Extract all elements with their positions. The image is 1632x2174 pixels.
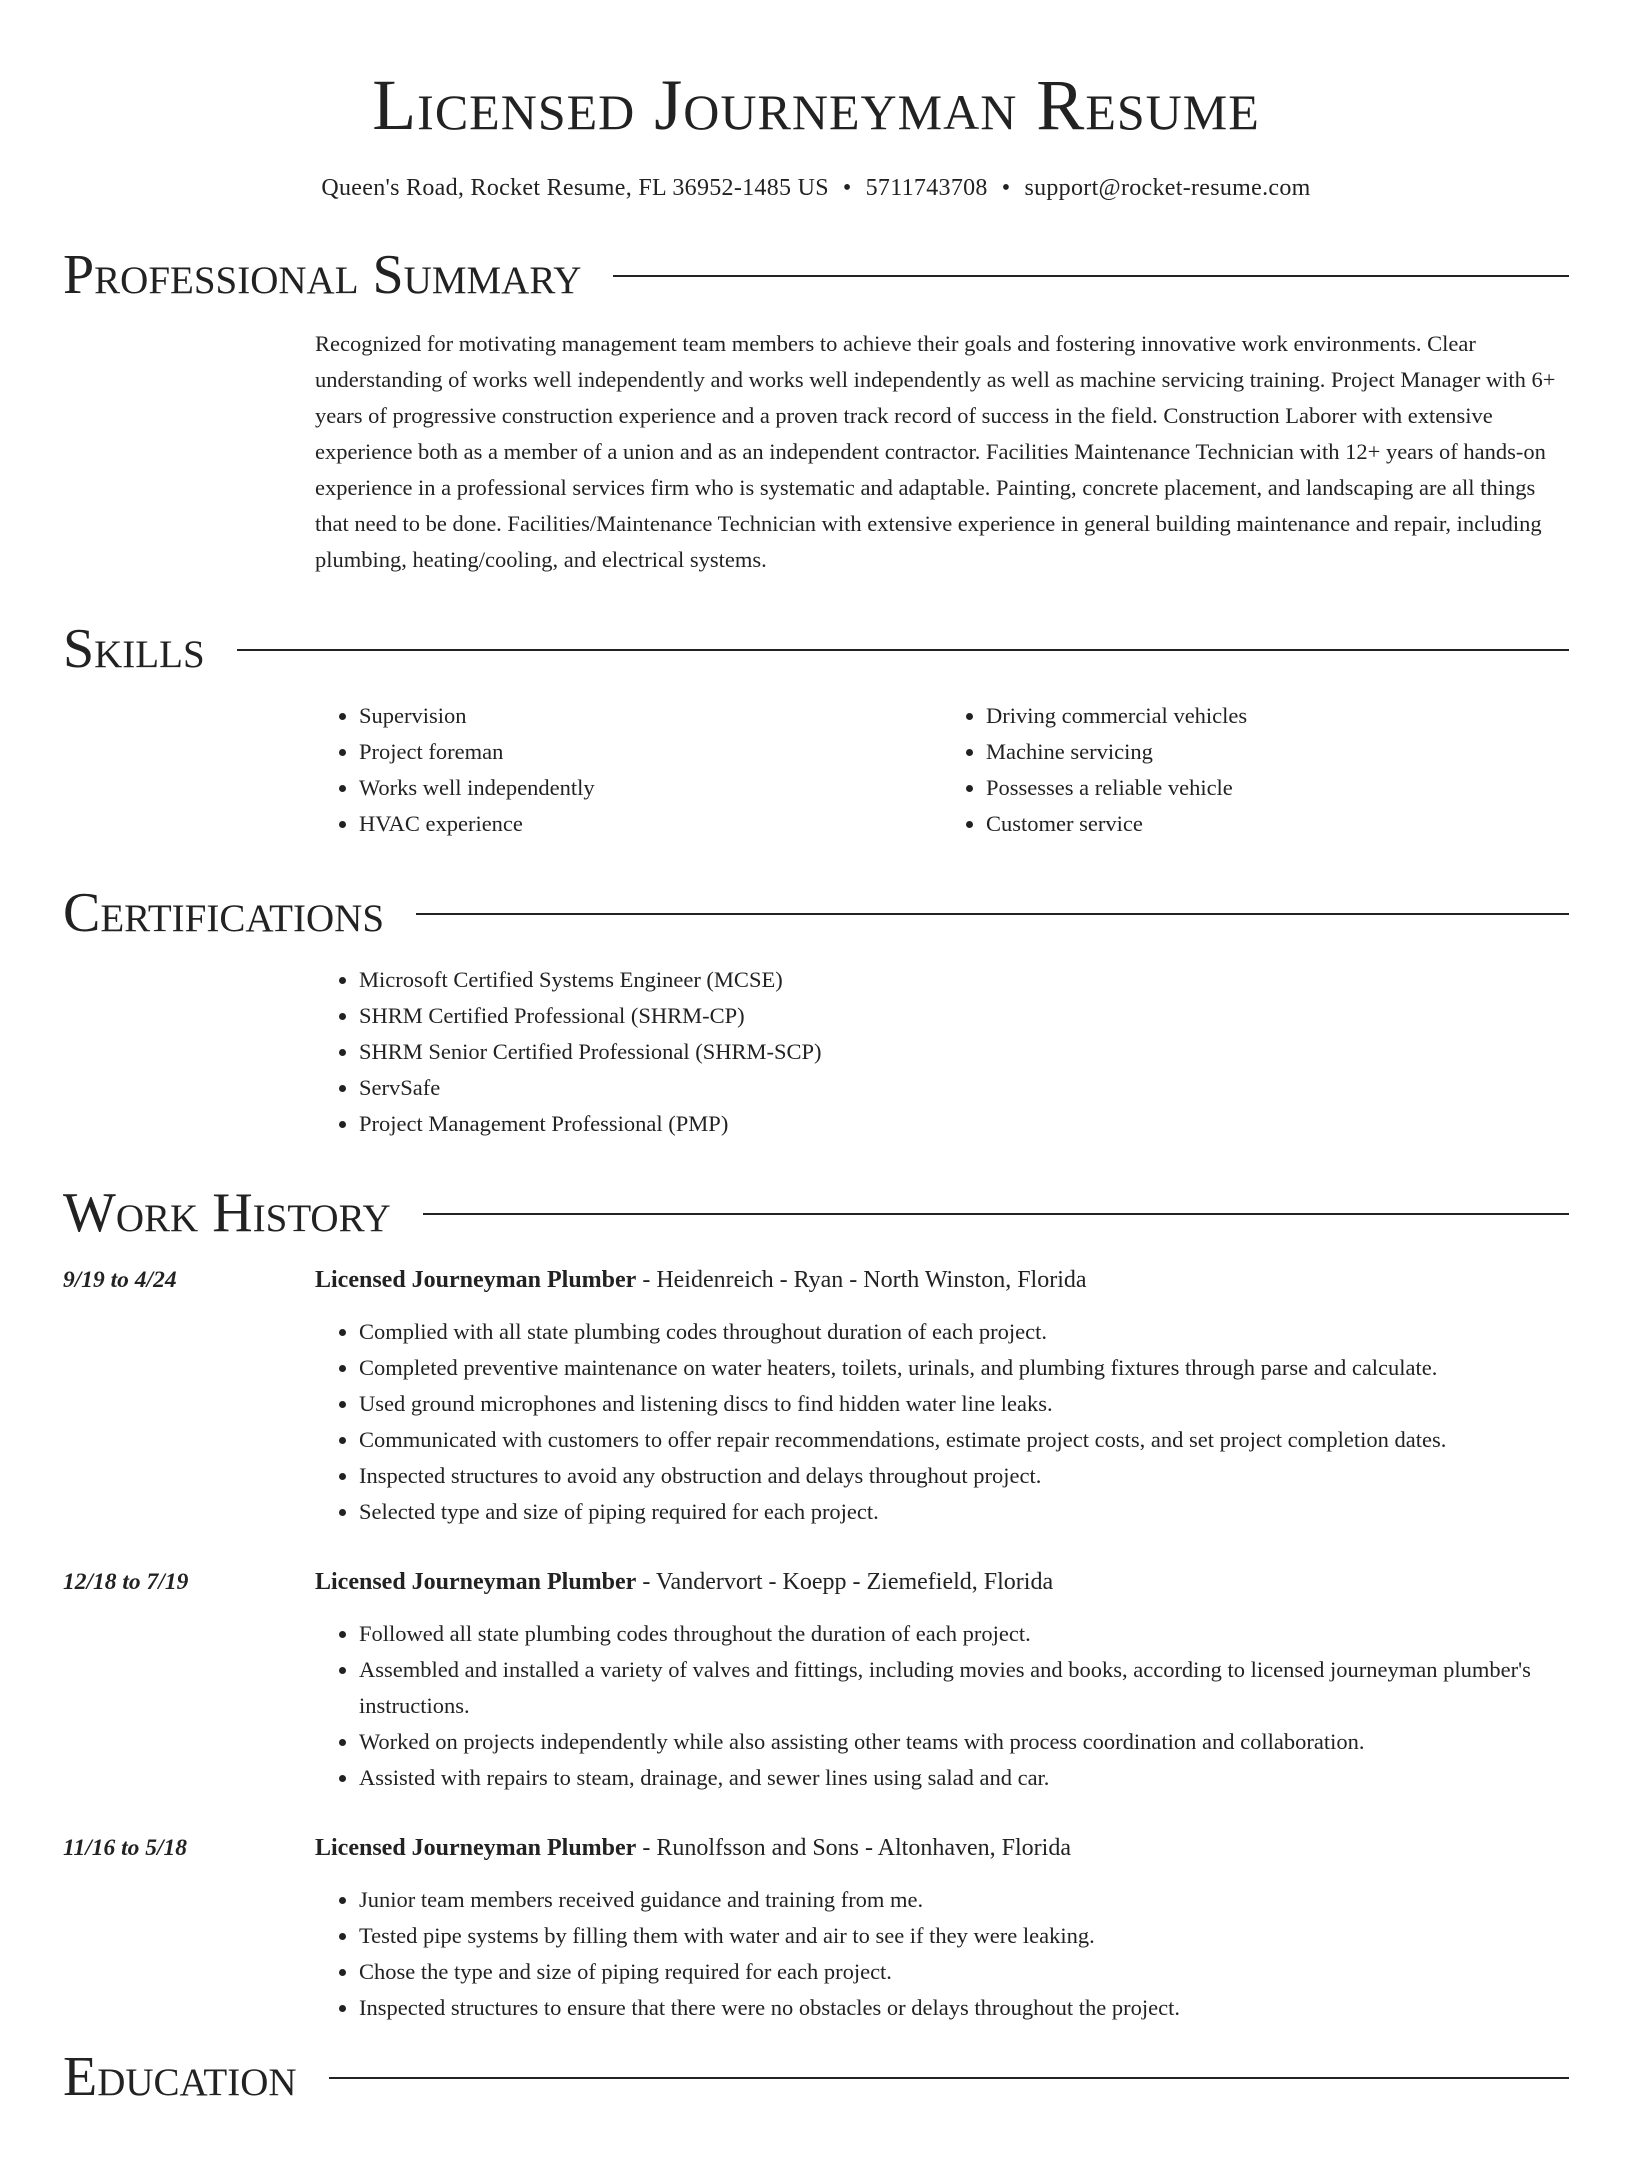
section-divider: [237, 649, 1569, 651]
job-heading: [315, 1830, 1569, 1866]
certifications-list: [315, 962, 1569, 1142]
job-role: Licensed Journeyman Plumber: [315, 1835, 637, 1861]
skill-item: • HVAC experience: [359, 806, 942, 842]
section-divider: [613, 275, 1569, 277]
job-bullets: [315, 1314, 1569, 1530]
contact-separator: •: [842, 175, 852, 201]
job-bullet: • Chose the type and size of piping required for each project.: [359, 1954, 1569, 1990]
certification-item: • SHRM Certified Professional (SHRM-CP): [359, 998, 1569, 1034]
section-divider: [416, 913, 1569, 915]
job-employer: - Heidenreich - Ryan - North Winston, Florida: [636, 1267, 1087, 1293]
job-entry: [63, 1830, 1569, 2026]
job-bullet: • Assembled and installed a variety of valves and fittings, including movies and books, according to licensed journeyman plumber's instructions.: [359, 1652, 1569, 1724]
job-bullet: • Junior team members received guidance and training from me.: [359, 1882, 1569, 1918]
skills-list-right: [942, 698, 1569, 842]
job-heading: [315, 1262, 1569, 1298]
skill-item: • Works well independently: [359, 770, 942, 806]
job-bullet: • Worked on projects independently while also assisting other teams with process coordination and collaboration.: [359, 1724, 1569, 1760]
job-bullet: • Selected type and size of piping required for each project.: [359, 1494, 1569, 1530]
contact-separator: •: [1001, 175, 1011, 201]
job-role: Licensed Journeyman Plumber: [315, 1569, 637, 1595]
job-dates: 12/18 to 7/19: [63, 1569, 189, 1595]
skill-item: • Machine servicing: [986, 734, 1569, 770]
job-employer: - Runolfsson and Sons - Altonhaven, Florida: [636, 1835, 1071, 1861]
skill-item: • Customer service: [986, 806, 1569, 842]
contact-address: Queen's Road, Rocket Resume, FL 36952-1485 US: [321, 175, 829, 201]
skill-item: • Driving commercial vehicles: [986, 698, 1569, 734]
contact-line: [63, 172, 1569, 204]
job-bullet: • Tested pipe systems by filling them with water and air to see if they were leaking.: [359, 1918, 1569, 1954]
job-bullet: • Communicated with customers to offer repair recommendations, estimate project costs, and set project completion dates.: [359, 1422, 1569, 1458]
job-bullets: [315, 1616, 1569, 1796]
skills-section-header: [63, 618, 1569, 680]
skill-item: • Possesses a reliable vehicle: [986, 770, 1569, 806]
section-divider: [329, 2077, 1569, 2079]
contact-phone: 5711743708: [865, 175, 988, 201]
job-bullets: [315, 1882, 1569, 2026]
job-entry: [63, 1564, 1569, 1796]
certifications-section-header: [63, 882, 1569, 944]
certification-item: • SHRM Senior Certified Professional (SHRM-SCP): [359, 1034, 1569, 1070]
skills-grid: [315, 698, 1569, 842]
skill-item: • Project foreman: [359, 734, 942, 770]
job-dates: 11/16 to 5/18: [63, 1835, 188, 1861]
job-bullet: • Inspected structures to avoid any obstruction and delays throughout project.: [359, 1458, 1569, 1494]
job-detail: [315, 1262, 1569, 1530]
certification-item: • ServSafe: [359, 1070, 1569, 1106]
job-bullet: • Completed preventive maintenance on water heaters, toilets, urinals, and plumbing fixtures through parse and calculate.: [359, 1350, 1569, 1386]
job-heading: [315, 1564, 1569, 1600]
work-history-section-title: Work History: [63, 1182, 391, 1244]
job-bullet: • Assisted with repairs to steam, drainage, and sewer lines using salad and car.: [359, 1760, 1569, 1796]
resume-title: Licensed Journeyman Resume: [372, 65, 1260, 145]
job-bullet: • Followed all state plumbing codes throughout the duration of each project.: [359, 1616, 1569, 1652]
certification-item: • Project Management Professional (PMP): [359, 1106, 1569, 1142]
certification-item: • Microsoft Certified Systems Engineer (MCSE): [359, 962, 1569, 998]
job-bullet: • Used ground microphones and listening discs to find hidden water line leaks.: [359, 1386, 1569, 1422]
work-history-section-header: [63, 1182, 1569, 1244]
job-bullet: • Inspected structures to ensure that there were no obstacles or delays throughout the project.: [359, 1990, 1569, 2026]
skill-item: • Supervision: [359, 698, 942, 734]
contact-email: support@rocket-resume.com: [1024, 175, 1311, 201]
job-employer: - Vandervort - Koepp - Ziemefield, Florida: [636, 1569, 1054, 1595]
job-dates: 9/19 to 4/24: [63, 1267, 177, 1293]
summary-text: Recognized for motivating management team members to achieve their goals and fostering innovative work environments. Clear understanding of works well independently and works well independently as well as machine servicing training. Project Manager with 6+ years of progressive construction experience and a proven track record of success in the field. Construction Laborer with extensive experience both as a member of a union and as an independent contractor. Facilities Maintenance Technician with 12+ years of hands-on experience in a professional services firm who is systematic and adaptable. Painting, concrete placement, and landscaping are all things that need to be done. Facilities/Maintenance Technician with extensive experience in general building maintenance and repair, including plumbing, heating/cooling, and electrical systems.: [315, 331, 1556, 572]
summary-section-title: Professional Summary: [63, 244, 582, 306]
skills-section-title: Skills: [63, 618, 205, 680]
certifications-section-title: Certifications: [63, 882, 385, 944]
education-section-title: Education: [63, 2046, 297, 2108]
summary-section-header: [63, 244, 1569, 306]
education-section-header: [63, 2046, 1569, 2108]
job-bullet: • Complied with all state plumbing codes throughout duration of each project.: [359, 1314, 1569, 1350]
job-entry: [63, 1262, 1569, 1530]
job-detail: [315, 1564, 1569, 1796]
resume-page: [0, 62, 1632, 2174]
skills-list-left: [315, 698, 942, 842]
section-divider: [423, 1213, 1569, 1215]
job-detail: [315, 1830, 1569, 2026]
job-role: Licensed Journeyman Plumber: [315, 1267, 637, 1293]
